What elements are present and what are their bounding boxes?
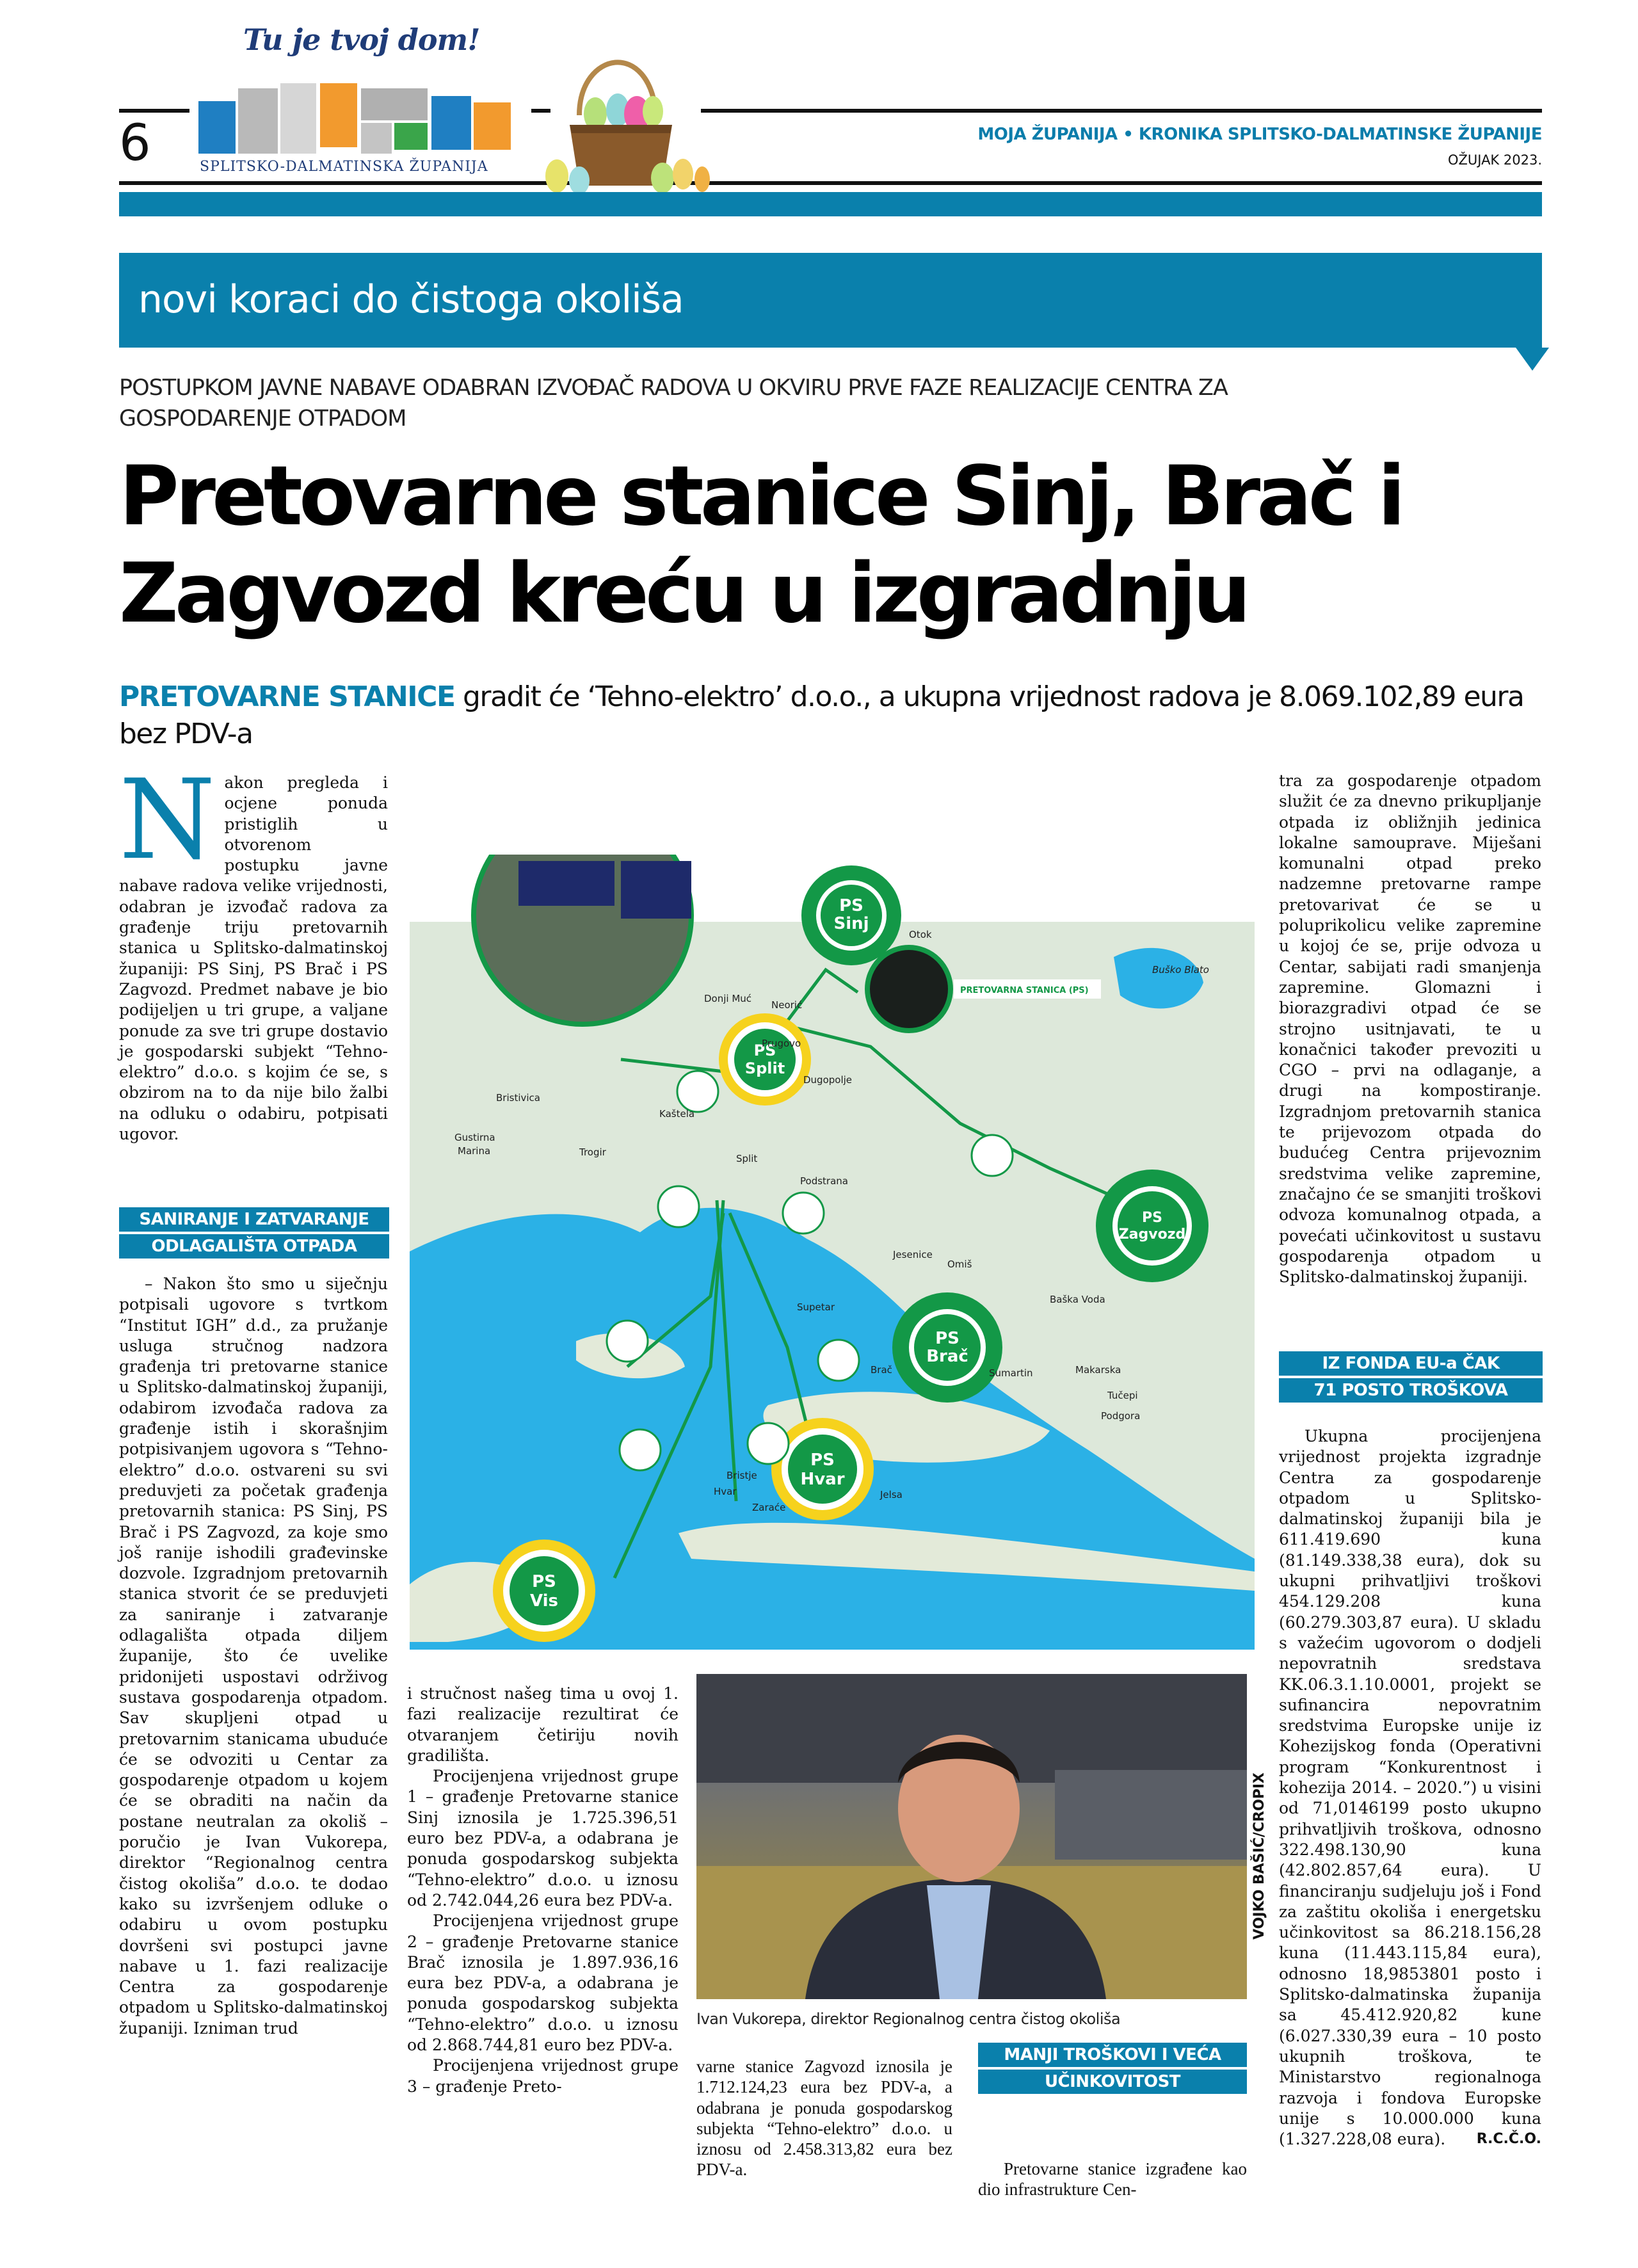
deck-text: gradit će ‘Tehno-elektro’ d.o.o., a ukupna vrijednost radova je 8.069.102,89 eura bez PDV-a: [119, 680, 1524, 750]
truck-icon: [972, 1135, 1013, 1176]
photo-caption: Ivan Vukorepa, direktor Regionalnog centra čistog okoliša: [696, 2010, 1121, 2028]
truck-icon: [677, 1071, 718, 1112]
station-sinj: [801, 865, 901, 965]
paragraph: i stručnost našeg tima u ovoj 1. fazi realizacije rezultirat će otvaranjem četiriju novih gradilišta.: [407, 1684, 678, 1765]
place-label: Prugovo: [762, 1038, 801, 1049]
logo-county-name: SPLITSKO-DALMATINSKA ŽUPANIJA: [200, 159, 488, 175]
place-label: Kaštela: [659, 1108, 695, 1120]
subhead-line: IZ FONDA EU-a ČAK: [1279, 1351, 1543, 1378]
subhead-saniranje: [119, 1207, 389, 1259]
intro-paragraph: akon pregleda i ocjene ponuda pristiglih u otvorenom postupku javne nabave radova velike vrijednosti, odabran je izvođač radova za građenje triju pretovarnih stanica u Splitsko-dalmatinskoj županiji: PS Sinj, PS Brač i PS Zagvozd. Predmet nabave je bio podijeljen u tri grupe, a valjane ponude za sve tri grupe dostavio je gospodarski subjekt “Tehno-elektro” d.o.o. s kojim će se, s obzirom na to da nije bilo žalbi na odluku o odabiru, potpisati ugovor.: [119, 773, 388, 1144]
logo-slogan: Tu je tvoj dom!: [243, 22, 480, 57]
place-label: Hvar: [714, 1486, 737, 1497]
place-label: Zaraće: [752, 1502, 786, 1513]
photo-credit: [1251, 1658, 1277, 1940]
place-label: Otok: [909, 929, 932, 940]
place-label: Supetar: [797, 1301, 835, 1313]
legend-label: PRETOVARNA STANICA (PS): [960, 986, 1089, 995]
author-signature: R.C.Č.O.: [1476, 2131, 1541, 2148]
station-label-line2: Vis: [529, 1591, 559, 1611]
article-headline: [119, 448, 1559, 643]
paragraph: tra za gospodarenje otpadom služit će za dnevno prikupljanje otpada iz obližnjih jedinica lokalne samouprave. Miješani komunalni otpad preko nadzemne pretovarne rampe pretovarivat će se u poluprikolicu velike zapremine u kojoj će se, prije odvoza u Centar, sabijati radi smanjenja zapremine. Glomazni i biorazgradivi otpad će se strojno usitnjavati, te u konačnici također prevoziti u CGO – prvi na odlaganje, a drugi na kompostiranje. Izgradnjom pretovarnih stanica te prijevozom otpada do budućeg Centra prijevoznim sredstvima velike zapremine, značajno će se smanjiti troškovi odvoza komunalnog otpada, a povećati učinkovitost u sustavu gospodarenja otpadom u Splitsko-dalmatinskoj županiji.: [1279, 771, 1541, 1287]
station-vis: [493, 1540, 595, 1642]
place-label: Jesenice: [893, 1249, 933, 1260]
article-deck: [119, 679, 1546, 753]
section-title: novi koraci do čistoga okoliša: [138, 277, 684, 322]
station-label-line2: Brač: [926, 1347, 968, 1366]
station-label-line1: PS: [839, 896, 863, 915]
truck-icon: [818, 1340, 859, 1381]
issue-date: OŽUJAK 2023.: [1447, 152, 1542, 168]
place-label: Neorić: [771, 999, 803, 1011]
logo-bar: [474, 102, 511, 150]
ferry-icon: [783, 1193, 824, 1234]
deck-lead: PRETOVARNE STANICE: [119, 680, 455, 713]
county-logo: [192, 19, 531, 179]
funding-paragraph: Ukupna procijenjena vrijednost projekta izgradnje Centra za gospodarenje otpadom u Splitsko-dalmatinskoj županiji bila je 611.419.690 kuna (81.149.338,38 eura), dok su ukupni prihvatljivi troškovi 454.129.208 kuna (60.279.303,87 eura). U skladu s važećim ugovorom o dodjeli nepovratnih sredstava KK.06.3.1.10.0001, projekt se sufinancira nepovratnim sredstvima Europske unije iz Kohezijskog fonda (Operativni program “Konkurentnost i kohezija 2014. – 2020.”) u visini od 71,0146199 posto ukupno prihvatljivih troškova, odnosno 322.498.130,90 kuna (42.802.857,64 eura). U financiranju sudjeluju još i Fond za zaštitu okoliša i energetsku učinkovitost sa 86.218.156,28 kuna (11.443.115,84 eura), odnosno 18,9853801 posto i Splitsko-dalmatinska županija sa 45.412.920,82 kune (6.027.330,39 eura – 10 posto ukupnih troškova, te Ministarstvo regionalnoga razvoja i fondova Europske unije s 10.000.000 kuna (1.327.228,08 eura).: [1279, 1427, 1541, 2149]
paragraph-group-3: Procijenjena vrijednost grupe 3 – građenje Preto-: [407, 2056, 678, 2096]
station-ring-inner: [1118, 1191, 1187, 1260]
column-1-intro: [119, 755, 388, 1145]
paragraph-group-2: Procijenjena vrijednost grupe 2 – građenje Pretovarne stanice Brač iznosila je 1.897.936,16 eura bez PDV-a, a odabrana je ponuda gospodarskog subjekta “Tehno-elektro” d.o.o. u iznosu od 2.868.744,81 euro bez PDV-a.: [407, 1911, 678, 2055]
ferry-icon: [748, 1423, 789, 1464]
station-label-line1: PS: [810, 1451, 835, 1470]
place-label: Sumartin: [989, 1367, 1033, 1379]
column-3: [696, 2056, 952, 2180]
subhead-manji-troskovi: [978, 2043, 1247, 2094]
subhead-line: 71 POSTO TROŠKOVA: [1313, 1381, 1508, 1400]
station-label-line1: PS: [532, 1572, 556, 1591]
station-label-line2: Hvar: [800, 1470, 845, 1489]
paragraph: Pretovarne stanice izgrađene kao dio infrastrukture Cen-: [978, 2159, 1247, 2200]
station-label-line1: PS: [1142, 1210, 1162, 1226]
column-4: [978, 2159, 1247, 2200]
column-5-bottom: [1279, 1426, 1541, 2150]
subhead-line: SANIRANJE I ZATVARANJE: [119, 1207, 389, 1234]
place-label: Bristivica: [496, 1092, 540, 1104]
place-label: Podgora: [1101, 1410, 1141, 1422]
header-rule-bottom: [119, 181, 1542, 185]
place-label: Podstrana: [800, 1175, 848, 1187]
subhead-line: ODLAGALIŠTA OTPADA: [151, 1237, 357, 1256]
place-label: Gustirna: [454, 1132, 495, 1143]
subhead-iz-fonda-eu: [1279, 1351, 1543, 1403]
paragraph: [1279, 1426, 1541, 2150]
legend-station-photo: [867, 947, 951, 1031]
place-label: Tučepi: [1107, 1390, 1138, 1401]
column-1-quote: [119, 1274, 388, 2039]
logo-bar: [320, 83, 357, 147]
article-overline: POSTUPKOM JAVNE NABAVE ODABRAN IZVOĐAČ RADOVA U OKVIRU PRVE FAZE REALIZACIJE CENTRA ZA GOSPODARENJE OTPADOM: [119, 375, 1228, 431]
facility-roof: [518, 861, 614, 906]
station-label-line2: Zagvozd: [1118, 1226, 1186, 1243]
logo-bar: [198, 101, 236, 154]
station-split: [719, 1013, 811, 1106]
page-number: 6: [119, 115, 151, 172]
header-rule-top-right: [701, 109, 1542, 113]
place-label: Makarska: [1075, 1364, 1121, 1376]
lake-label: Buško Blato: [1152, 964, 1209, 976]
easter-basket-icon: [534, 38, 711, 195]
logo-bar: [361, 123, 392, 154]
header-rule-top-left: [119, 109, 189, 113]
section-banner: [119, 253, 1542, 348]
transfer-stations-map: [410, 855, 1255, 1650]
truck-icon: [607, 1321, 648, 1362]
portrait-photo: [696, 1674, 1247, 1999]
logo-bar: [431, 96, 471, 150]
subhead-line: UČINKOVITOST: [1044, 2072, 1181, 2091]
logo-bar: [361, 88, 428, 120]
quote-paragraph: – Nakon što smo u siječnju potpisali ugovore s tvrtkom “Institut IGH” d.d., za pružanje usluga stručnog nadzora građenja tri pretovarne stanice u Splitsko-dalmatinskoj županiji, odabirom izvođača radova za građenje istih i skorašnjim potpisivanjem ugovora s “Tehno-elektro” d.o.o. ostvareni su svi preduvjeti za početak građenja pretovarnih stanica: PS Sinj, PS Brač i PS Zagvozd, za koje smo još ranije ishodili građevinske dozvole. Izgradnjom pretovarnih stanica stvorit će se preduvjeti za saniranje i zatvaranje odlagališta otpada diljem županije, što će uvelike pridonijeti uspostavi održivog sustava gospodarenja otpadom. Sav skupljeni otpad u pretovarnim stanicama ubuduće će se odvoziti u Centar za gospodarenje otpadom u kojem će se obraditi na način da postane neutralan za okoliš – poručio je Ivan Vukorepa, direktor “Regionalnog centra čistog okoliša” d.o.o. te dodao kako su izvršenjem odluke o odabiru u ovom postupku dovršeni svi postupci javne nabave u 1. fazi realizacije Centra za gospodarenje otpadom u Splitsko-dalmatinskoj županiji. Izniman trud: [119, 1275, 388, 2038]
place-label: Baška Voda: [1050, 1294, 1105, 1305]
banner-pointer: [1516, 348, 1549, 371]
station-label-line2: Sinj: [833, 914, 869, 933]
station-brac: [892, 1292, 1002, 1403]
headline-line-1: Pretovarne stanice Sinj, Brač i: [119, 449, 1402, 544]
column-5-top: [1279, 771, 1541, 1287]
ferry-icon: [620, 1429, 661, 1470]
headline-line-2: Zagvozd kreću u izgradnju: [119, 546, 1248, 641]
parked-car: [1055, 1770, 1247, 1860]
facility-roof: [621, 861, 691, 919]
header-band: [119, 192, 1542, 216]
place-label: Omiš: [947, 1259, 972, 1270]
drop-cap: N: [119, 755, 216, 884]
station-zagvozd: [1096, 1170, 1208, 1282]
publication-title: MOJA ŽUPANIJA • KRONIKA SPLITSKO-DALMATINSKE ŽUPANIJE: [977, 125, 1542, 144]
place-label: Jelsa: [880, 1489, 903, 1500]
station-label-line1: PS: [753, 1042, 776, 1059]
portrait-illustration: [696, 1674, 1247, 1999]
place-label: Trogir: [579, 1146, 606, 1158]
logo-bars: [198, 83, 531, 154]
paragraph-group-1: Procijenjena vrijednost grupe 1 – građenje Pretovarne stanice Sinj iznosila je 1.725.396,51 euro bez PDV-a, a odabrana je ponuda gospodarskog subjekta “Tehno-elektro” d.o.o. u iznosu od 2.742.044,26 eura bez PDV-a.: [407, 1767, 678, 1910]
ferry-icon: [658, 1186, 699, 1227]
map-graphic: [410, 855, 1255, 1650]
place-label: Brač: [871, 1364, 892, 1376]
logo-bar: [238, 88, 278, 154]
logo-bar: [394, 123, 428, 150]
place-label: Donji Muć: [704, 993, 752, 1004]
station-label-line2: Split: [744, 1059, 785, 1077]
place-label: Dugopolje: [803, 1074, 853, 1086]
logo-bar: [280, 83, 316, 154]
station-label-line1: PS: [935, 1329, 960, 1348]
place-label: Marina: [458, 1145, 491, 1157]
photo-credit-text: VOJKO BAŠIĆ/CROPIX: [1251, 1772, 1267, 1940]
paragraph: varne stanice Zagvozd iznosila je 1.712.124,23 eura bez PDV-a, a odabrana je ponuda gospodarskog subjekta “Tehno-elektro” d.o.o. u iznosu od 2.458.313,82 eura bez PDV-a.: [696, 2057, 952, 2180]
place-label: Bristje: [727, 1470, 757, 1481]
subhead-line: MANJI TROŠKOVI I VEĆA: [978, 2043, 1247, 2070]
place-label: Split: [736, 1153, 758, 1164]
column-2: [407, 1684, 678, 2097]
